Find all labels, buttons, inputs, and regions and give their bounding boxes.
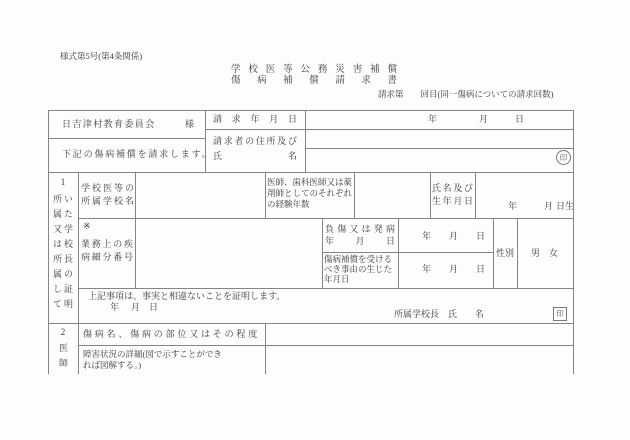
grid-line bbox=[48, 172, 573, 173]
detail-label-line2: れば図解する。) bbox=[83, 360, 142, 370]
grid-line bbox=[78, 345, 573, 346]
detail-label-line1: 障害状況の詳細(図で示すことができ bbox=[83, 349, 222, 359]
grid-line bbox=[78, 218, 573, 219]
certify-statement: 上記事項は、事実と相違ないことを証明します。 bbox=[88, 291, 286, 301]
grid-line bbox=[48, 110, 573, 111]
section2-side-label: 医師 bbox=[58, 343, 68, 373]
disease-code-label-line1: 業務上の疾 bbox=[81, 239, 133, 249]
section1-number: 1 bbox=[60, 177, 66, 187]
grid-line bbox=[305, 110, 306, 172]
grid-line bbox=[135, 172, 136, 288]
name-birth-label-line2: 生年月日 bbox=[432, 196, 473, 206]
claim-date-year-label: 年 bbox=[428, 114, 438, 124]
experience-label-line2: 剤師としてのそれぞれ bbox=[267, 188, 353, 198]
claimant-label-line2: 氏名 bbox=[213, 151, 297, 161]
grid-line bbox=[265, 172, 266, 218]
birth-month-label: 月 bbox=[544, 201, 554, 211]
sex-options: 男 女 bbox=[531, 248, 559, 258]
claim-date-day-label: 日 bbox=[515, 114, 525, 124]
compensation-label-line3: 年月日 bbox=[324, 274, 350, 284]
injury-day-label: 日 bbox=[476, 231, 486, 241]
injury-date-label-line2: 年月日 bbox=[325, 236, 395, 246]
compensation-year-label: 年 bbox=[422, 264, 432, 274]
grid-line bbox=[48, 323, 573, 324]
form-title-line1: 学校医等公務災害補償 bbox=[231, 65, 397, 75]
grid-line bbox=[265, 323, 266, 374]
section1-side-label-col1: 所属又は所属して bbox=[52, 194, 62, 314]
certify-day-label: 日 bbox=[149, 302, 159, 312]
compensation-month-label: 月 bbox=[449, 264, 459, 274]
disease-code-note-mark: ※ bbox=[83, 221, 91, 231]
injury-year-label: 年 bbox=[422, 231, 432, 241]
grid-line bbox=[573, 110, 574, 374]
grid-line bbox=[322, 252, 493, 253]
claim-date-label: 請求年月日 bbox=[213, 114, 297, 124]
experience-label-line1: 医師、歯科医師又は薬 bbox=[267, 177, 353, 187]
addressee-name: 日吉津村教育委員会 bbox=[62, 119, 156, 129]
school-name-label-line2: 所属学校名 bbox=[81, 196, 134, 206]
grid-line bbox=[430, 172, 431, 218]
grid-line bbox=[517, 218, 518, 288]
form-title-line2: 傷病補償請求書 bbox=[231, 76, 397, 86]
disease-code-label-line2: 病細分番号 bbox=[81, 252, 133, 262]
section2-number: 2 bbox=[60, 327, 66, 337]
injury-date-label-line1: 負傷又は発病 bbox=[325, 224, 395, 234]
claim-count-line: 請求第 回目(同一傷病についての請求回数) bbox=[378, 89, 554, 99]
principal-seal-mark: 印 bbox=[553, 307, 567, 321]
name-birth-label-line1: 氏名及び bbox=[432, 183, 473, 193]
certify-signer-label: 所属学校長 氏 名 bbox=[394, 309, 485, 319]
compensation-day-label: 日 bbox=[476, 264, 486, 274]
grid-line bbox=[322, 218, 323, 288]
grid-line bbox=[305, 148, 573, 149]
compensation-label-line1: 傷病補償を受ける bbox=[324, 254, 393, 264]
form-number: 様式第5号(第4条関係) bbox=[60, 51, 143, 61]
claimant-seal-mark: 印 bbox=[556, 150, 571, 165]
grid-line bbox=[493, 218, 494, 288]
sex-label: 性別 bbox=[496, 248, 515, 258]
school-name-label-line1: 学校医等の bbox=[81, 183, 134, 193]
certify-month-label: 月 bbox=[131, 302, 141, 312]
grid-line bbox=[475, 172, 476, 218]
compensation-label-line2: べき事由の生じた bbox=[324, 264, 393, 274]
injury-month-label: 月 bbox=[449, 231, 459, 241]
grid-line bbox=[78, 288, 573, 289]
certify-year-label: 年 bbox=[110, 302, 120, 312]
grid-line bbox=[48, 138, 205, 139]
grid-line bbox=[205, 110, 206, 172]
claimant-label-line1: 請求者の住所及び bbox=[213, 136, 297, 146]
section1-side-label-col2: いた学校長の証明 bbox=[63, 194, 73, 314]
addressee-honorific: 様 bbox=[185, 119, 195, 129]
experience-label-line3: の経験年数 bbox=[267, 199, 310, 209]
grid-line bbox=[78, 172, 79, 374]
injury-name-label: 傷病名、傷病の部位又はその程度 bbox=[83, 329, 261, 339]
grid-line bbox=[398, 218, 399, 288]
declaration-text: 下記の傷病補償を請求します。 bbox=[62, 149, 213, 159]
grid-line bbox=[354, 172, 355, 218]
birth-year-label: 年 bbox=[508, 201, 518, 211]
birth-day-label: 日生 bbox=[556, 201, 575, 211]
claim-date-month-label: 月 bbox=[479, 114, 489, 124]
grid-line bbox=[205, 129, 573, 130]
